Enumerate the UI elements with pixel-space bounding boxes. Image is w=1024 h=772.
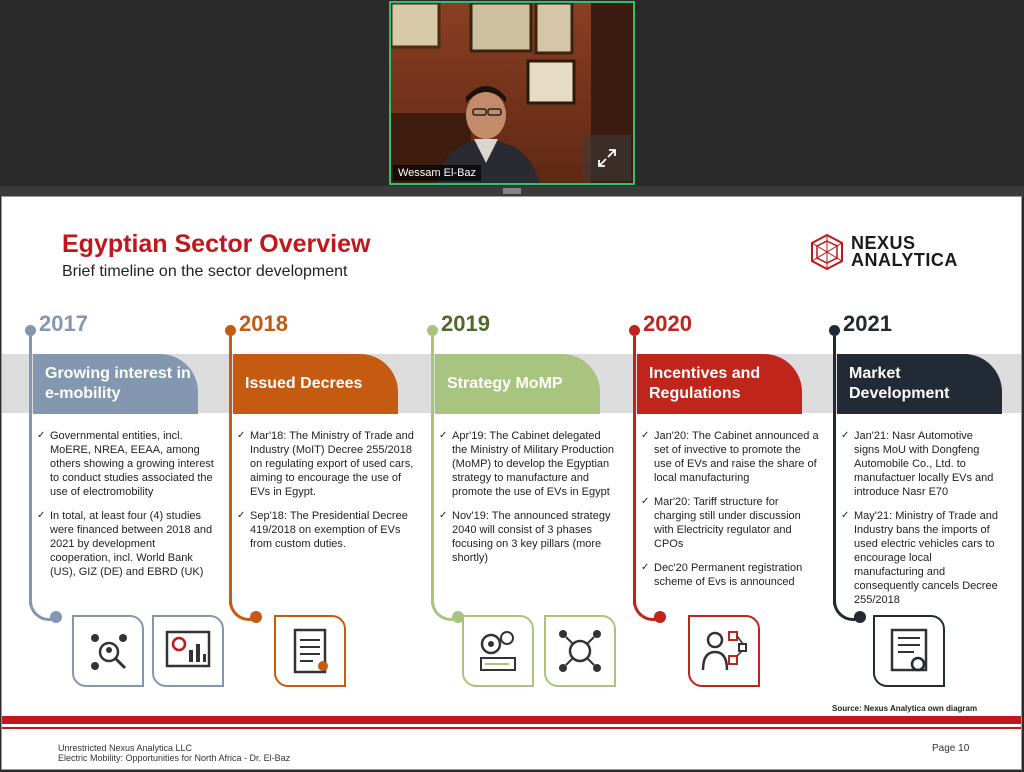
panel-resize-handle[interactable] [0, 186, 1024, 196]
bullet-item [641, 561, 821, 589]
timeline-connector-curve [29, 599, 51, 621]
icon-card [873, 615, 945, 687]
footer-text [58, 743, 290, 763]
bullet-list [237, 429, 419, 561]
bullet-text: In total, at least four (4) studies were financed between 2018 and 2021 by development cooperation, incl. World Bank (US), GIZ (DE) and EBRD (UK) [50, 510, 213, 578]
timeline-end-dot [654, 611, 666, 623]
checkmark-icon: ✓ [37, 510, 46, 521]
bullet-text: Apr'19: The Cabinet delegated the Ministry of Military Production (MoMP) to develop the Egyptian strategy to manufacture and promote the use of EVs in Egypt [452, 430, 614, 498]
company-logo [809, 233, 958, 271]
shared-slide [1, 196, 1022, 770]
year-label: 2017 [39, 311, 88, 336]
nexus-logo-icon [809, 233, 845, 271]
analytics-dashboard-icon [163, 626, 213, 676]
icon-card [462, 615, 534, 687]
expand-icon [596, 147, 618, 169]
bullet-item [439, 509, 619, 565]
bullet-item [641, 495, 821, 551]
bullet-text: Mar'20: Tariff structure for charging still under discussion with Electricity regulator and CPOs [654, 496, 801, 550]
timeline-end-dot [50, 611, 62, 623]
bullet-text: Nov'19: The announced strategy 2040 will consist of 3 phases focusing on 3 key pillars (more shortly) [452, 510, 611, 564]
strategy-gears-icon [473, 626, 523, 676]
year-label: 2018 [239, 311, 288, 336]
slide-title: Egyptian Sector Overview [62, 230, 371, 258]
checkmark-icon: ✓ [37, 430, 46, 441]
icon-card [274, 615, 346, 687]
year-label: 2020 [643, 311, 692, 336]
process-network-icon [555, 626, 605, 676]
bullet-item [37, 509, 217, 579]
timeline-heading-2018: Issued Decrees [233, 354, 398, 414]
bullet-list [841, 429, 1001, 617]
page-number: Page 10 [932, 743, 970, 754]
timeline-connector [29, 336, 32, 605]
checkmark-icon: ✓ [237, 510, 246, 521]
checkmark-icon: ✓ [641, 496, 650, 507]
footer-line-1: Unrestricted Nexus Analytica LLC [58, 743, 193, 753]
timeline-connector [833, 336, 836, 605]
source-note: Source: Nexus Analytica own diagram [832, 704, 978, 713]
bullet-text: Jan'20: The Cabinet announced a set of invective to promote the use of EVs and raise the share of local manufacturing [654, 430, 819, 484]
logo-line-2: ANALYTICA [851, 250, 958, 270]
checkmark-icon: ✓ [841, 430, 850, 441]
certificate-document-icon [884, 626, 934, 676]
icon-card [152, 615, 224, 687]
checkmark-icon: ✓ [439, 430, 448, 441]
timeline-connector-curve [633, 599, 655, 621]
icon-card [688, 615, 760, 687]
timeline-dot-2020 [629, 325, 640, 336]
timeline-connector [633, 336, 636, 605]
bullet-item [641, 429, 821, 485]
timeline-dot-2018 [225, 325, 236, 336]
bullet-item [841, 429, 1001, 499]
icon-card [72, 615, 144, 687]
timeline-heading-2020: Incentives and Regulations [637, 354, 802, 414]
timeline-connector [229, 336, 232, 605]
timeline-dot-2021 [829, 325, 840, 336]
footer-line-2: Electric Mobility: Opportunities for North Africa - Dr. El-Baz [58, 753, 291, 763]
participant-name-label: Wessam El-Baz [393, 165, 481, 181]
bullet-text: Jan'21: Nasr Automotive signs MoU with Dongfeng Automobile Co., Ltd. to manufactuer locally EVs and introduce Nasr E70 [854, 430, 994, 498]
drag-handle-icon [501, 187, 523, 195]
bullet-text: Dec'20 Permanent registration scheme of Evs is announced [654, 562, 803, 588]
bullet-text: May'21: Ministry of Trade and Industry bans the imports of used electric vehicles cars to encourage local manufacturing and consequently cancels Decree 255/2018 [854, 510, 998, 606]
bullet-item [439, 429, 619, 499]
expand-video-button[interactable] [583, 135, 631, 181]
checkmark-icon: ✓ [641, 562, 650, 573]
icon-card [544, 615, 616, 687]
bullet-text: Sep'18: The Presidential Decree 419/2018 on exemption of EVs from custom duties. [250, 510, 408, 550]
timeline-end-dot [250, 611, 262, 623]
timeline-connector-curve [229, 599, 251, 621]
bullet-list [641, 429, 821, 599]
timeline-dot-2019 [427, 325, 438, 336]
slide-subtitle: Brief timeline on the sector development [62, 263, 348, 280]
bullet-item [237, 429, 419, 499]
footer-red-line [2, 727, 1022, 729]
video-strip [0, 0, 1024, 186]
timeline-dot-2017 [25, 325, 36, 336]
timeline-heading-2017: Growing interest in e-mobility [33, 354, 198, 414]
bullet-list [37, 429, 217, 589]
timeline-connector [431, 336, 434, 605]
checkmark-icon: ✓ [439, 510, 448, 521]
timeline-connector-curve [431, 599, 453, 621]
year-label: 2019 [441, 311, 490, 336]
bullet-list [439, 429, 619, 575]
checkmark-icon: ✓ [641, 430, 650, 441]
bullet-item [237, 509, 419, 551]
year-label: 2021 [843, 311, 892, 336]
decree-document-icon [285, 626, 335, 676]
people-search-icon [83, 626, 133, 676]
logo-line-1: NEXUS [851, 233, 916, 253]
bullet-text: Mar'18: The Ministry of Trade and Industry (MoIT) Decree 255/2018 on regulating export of used cars, aiming to encourage the use of EVs in Egypt. [250, 430, 414, 498]
bullet-text: Governmental entities, incl. MoERE, NREA, EEAA, among others showing a growing interest to conduct studies associated the use of electromobility [50, 430, 214, 498]
timeline-heading-2021: Market Development [837, 354, 1002, 414]
participant-video-tile[interactable] [389, 1, 635, 185]
bullet-item [37, 429, 217, 499]
footer-red-bar [2, 716, 1022, 724]
bullet-item [841, 509, 1001, 607]
timeline-heading-2019: Strategy MoMP [435, 354, 600, 414]
engineer-planning-icon [699, 626, 749, 676]
checkmark-icon: ✓ [841, 510, 850, 521]
checkmark-icon: ✓ [237, 430, 246, 441]
